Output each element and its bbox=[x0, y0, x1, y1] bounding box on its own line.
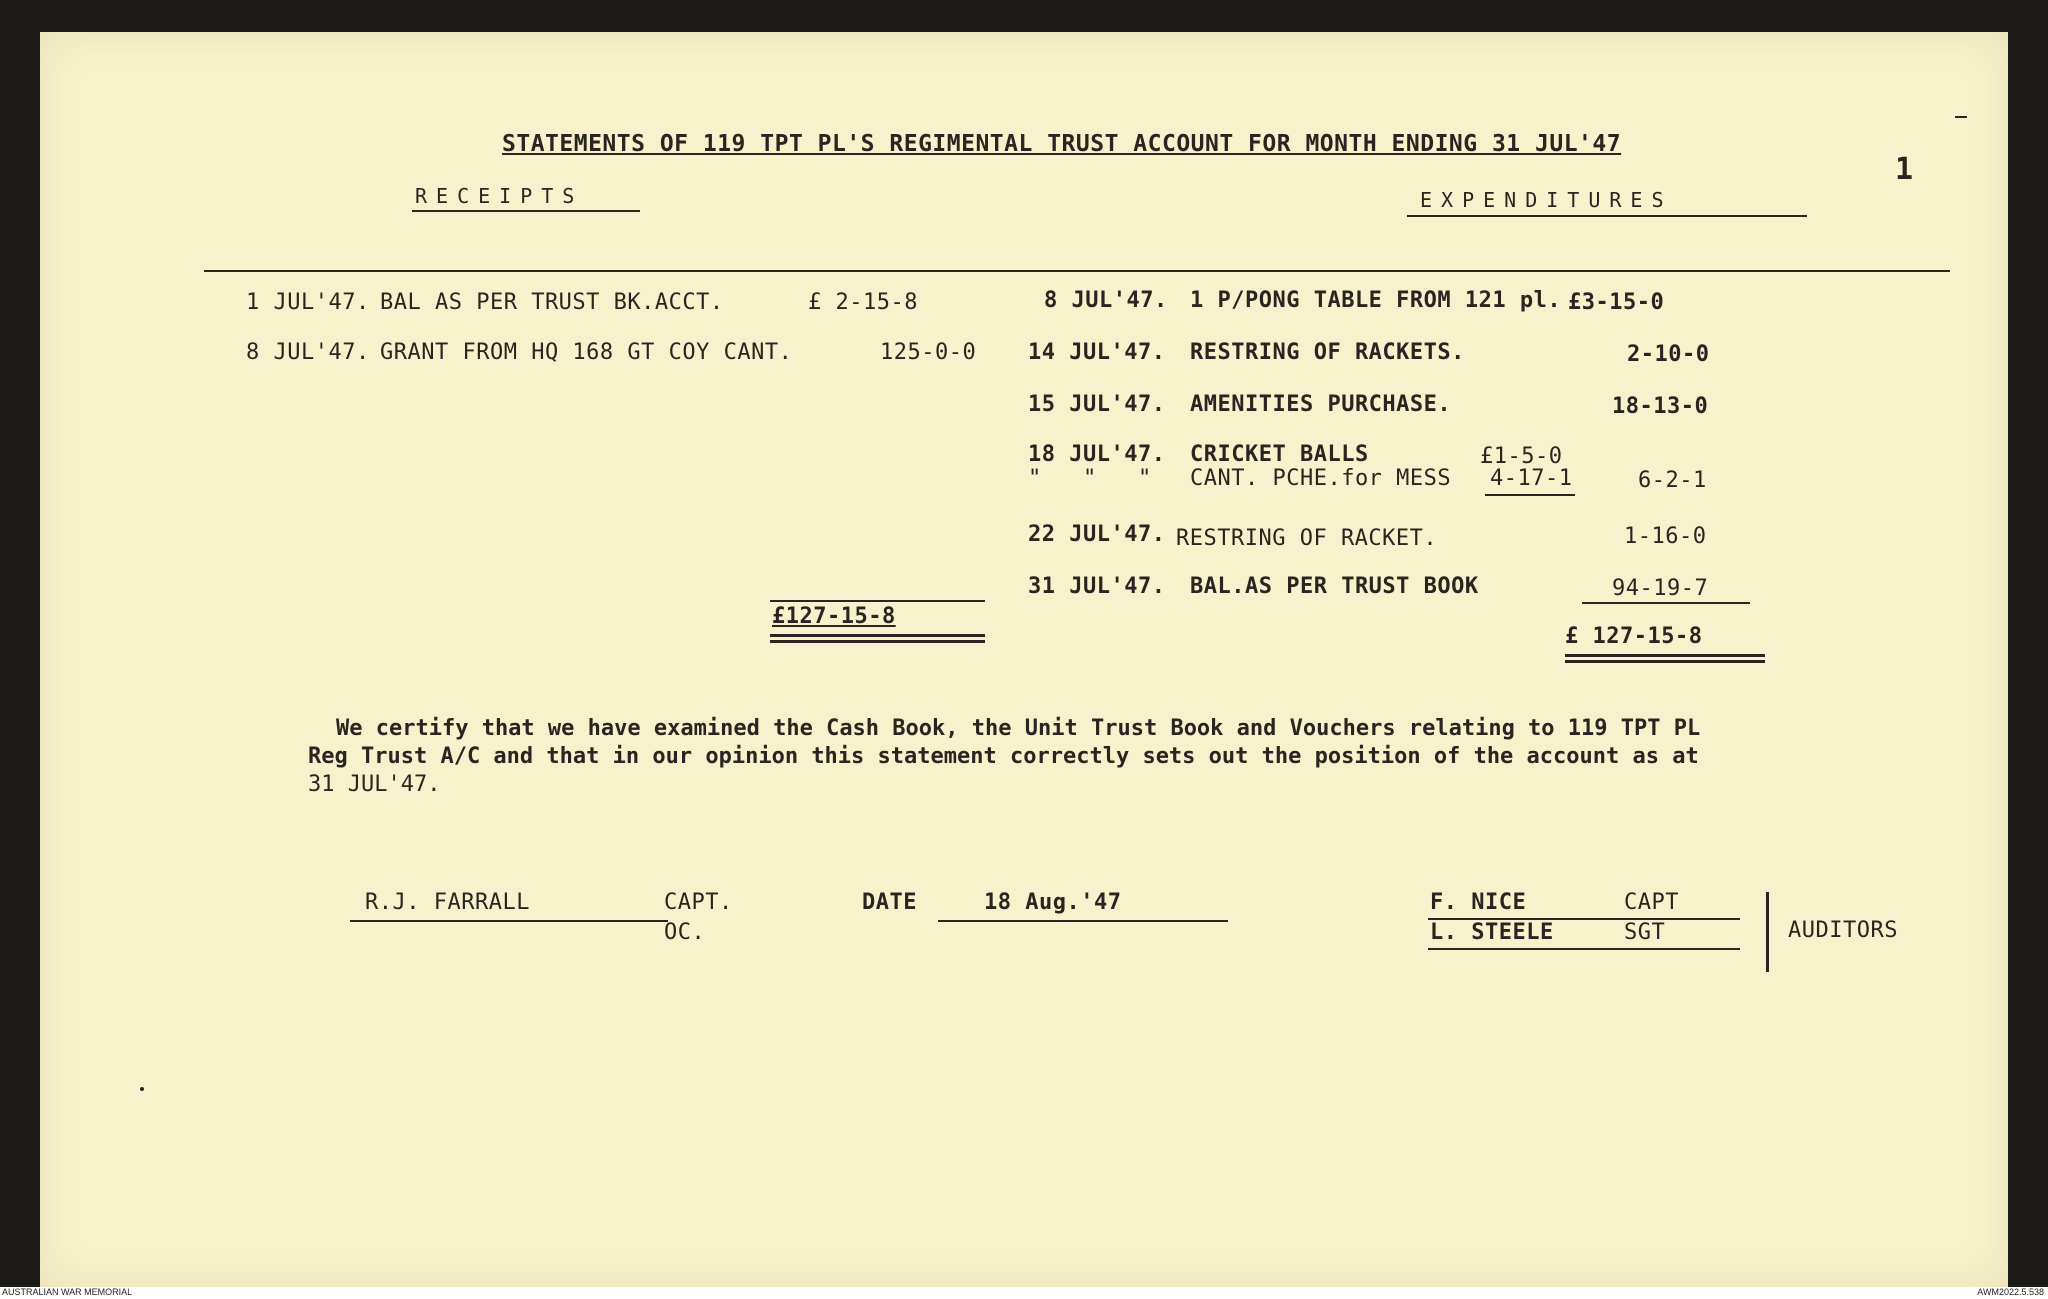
expenditure-row-3-desc: AMENITIES PURCHASE. bbox=[1190, 392, 1452, 417]
signatory-line bbox=[350, 920, 668, 922]
receipts-heading-underline bbox=[412, 210, 640, 212]
date-label: DATE bbox=[862, 890, 917, 915]
auditor-1-rank: CAPT bbox=[1624, 890, 1679, 915]
expenditure-row-1-date: 8 JUL'47. bbox=[1044, 288, 1168, 313]
sub-amount-underline bbox=[1485, 494, 1575, 496]
receipts-total: £127-15-8 bbox=[772, 604, 896, 629]
expenditure-row-4-date: 18 JUL'47. bbox=[1028, 442, 1166, 467]
expenditure-row-2-date: 14 JUL'47. bbox=[1028, 340, 1166, 365]
auditor-2-name: L. STEELE bbox=[1430, 920, 1554, 945]
receipt-row-1-amount: £ 2-15-8 bbox=[808, 290, 918, 315]
expenditure-row-2-desc: RESTRING OF RACKETS. bbox=[1190, 340, 1465, 365]
expenditure-row-3-amount: 18-13-0 bbox=[1612, 394, 1709, 419]
document-page bbox=[40, 32, 2008, 1287]
expenditure-row-6-date: 22 JUL'47. bbox=[1028, 522, 1166, 547]
expenditures-subtotal-rule bbox=[1582, 602, 1750, 604]
archive-footer bbox=[0, 1287, 2048, 1299]
expenditure-row-5-date: " " " bbox=[1028, 466, 1152, 491]
expenditure-row-3-date: 15 JUL'47. bbox=[1028, 392, 1166, 417]
expenditure-row-6-desc: RESTRING OF RACKET. bbox=[1176, 526, 1438, 551]
signatory-rank: CAPT. bbox=[664, 890, 733, 915]
expenditure-row-5-desc: CANT. PCHE.for MESS bbox=[1190, 466, 1452, 491]
footer-left-text: AUSTRALIAN WAR MEMORIAL bbox=[2, 1287, 133, 1297]
document-title: STATEMENTS OF 119 TPT PL'S REGIMENTAL TRUST ACCOUNT FOR MONTH ENDING 31 JUL'47 bbox=[502, 131, 1622, 157]
auditors-bracket bbox=[1766, 892, 1769, 972]
expenditure-row-5-amount: 6-2-1 bbox=[1638, 468, 1707, 493]
date-value: 18 Aug.'47 bbox=[984, 890, 1122, 915]
footer-right-text: AWM2022.5.538 bbox=[1977, 1287, 2044, 1297]
signatory-role: OC. bbox=[664, 920, 706, 945]
certificate-line-1: We certify that we have examined the Cash Book, the Unit Trust Book and Vouchers relating to 119 TPT PL bbox=[336, 716, 1701, 741]
receipts-total-rule-top bbox=[770, 600, 985, 602]
expenditure-row-4-sub-amount: £1-5-0 bbox=[1480, 444, 1563, 469]
certificate-line-3: 31 JUL'47. bbox=[308, 772, 441, 797]
date-line bbox=[938, 920, 1228, 922]
expenditures-heading-underline bbox=[1407, 215, 1807, 217]
auditor-2-rank: SGT bbox=[1624, 920, 1666, 945]
receipt-row-2-desc: GRANT FROM HQ 168 GT COY CANT. bbox=[380, 340, 793, 365]
auditor-1-name: F. NICE bbox=[1430, 890, 1527, 915]
header-divider bbox=[204, 270, 1950, 272]
receipt-row-1-desc: BAL AS PER TRUST BK.ACCT. bbox=[380, 290, 724, 315]
expenditure-row-1-amount: £3-15-0 bbox=[1568, 290, 1665, 315]
certificate-line-2: Reg Trust A/C and that in our opinion this statement correctly sets out the position of the account as at bbox=[308, 744, 1699, 769]
receipts-total-double-rule-2 bbox=[770, 640, 985, 643]
stray-ink-mark bbox=[1955, 116, 1967, 118]
expenditure-row-1-desc: 1 P/PONG TABLE FROM 121 pl. bbox=[1190, 288, 1562, 313]
receipt-row-2-date: 8 JUL'47. bbox=[246, 340, 370, 365]
expenditures-total-double-rule-2 bbox=[1565, 660, 1765, 663]
expenditure-row-4-desc: CRICKET BALLS bbox=[1190, 442, 1369, 467]
receipt-row-2-amount: 125-0-0 bbox=[880, 340, 977, 365]
expenditures-total: £ 127-15-8 bbox=[1565, 624, 1703, 649]
expenditure-row-7-desc: BAL.AS PER TRUST BOOK bbox=[1190, 574, 1479, 599]
signatory-name: R.J. FARRALL bbox=[365, 890, 530, 915]
expenditure-row-2-amount: 2-10-0 bbox=[1627, 342, 1710, 367]
page-number: 1 bbox=[1895, 152, 1914, 187]
expenditure-row-6-amount: 1-16-0 bbox=[1624, 524, 1707, 549]
receipts-heading: RECEIPTS bbox=[415, 184, 584, 208]
receipts-total-double-rule-1 bbox=[770, 634, 985, 637]
receipt-row-1-date: 1 JUL'47. bbox=[246, 290, 370, 315]
auditors-label: AUDITORS bbox=[1788, 918, 1898, 943]
expenditures-total-double-rule-1 bbox=[1565, 654, 1765, 657]
expenditure-row-7-date: 31 JUL'47. bbox=[1028, 574, 1166, 599]
expenditures-heading: EXPENDITURES bbox=[1420, 188, 1673, 212]
stray-ink-mark bbox=[140, 1087, 144, 1091]
auditor-2-line bbox=[1428, 948, 1740, 950]
expenditure-row-5-sub-amount: 4-17-1 bbox=[1490, 466, 1573, 491]
expenditure-row-7-amount: 94-19-7 bbox=[1612, 576, 1709, 601]
